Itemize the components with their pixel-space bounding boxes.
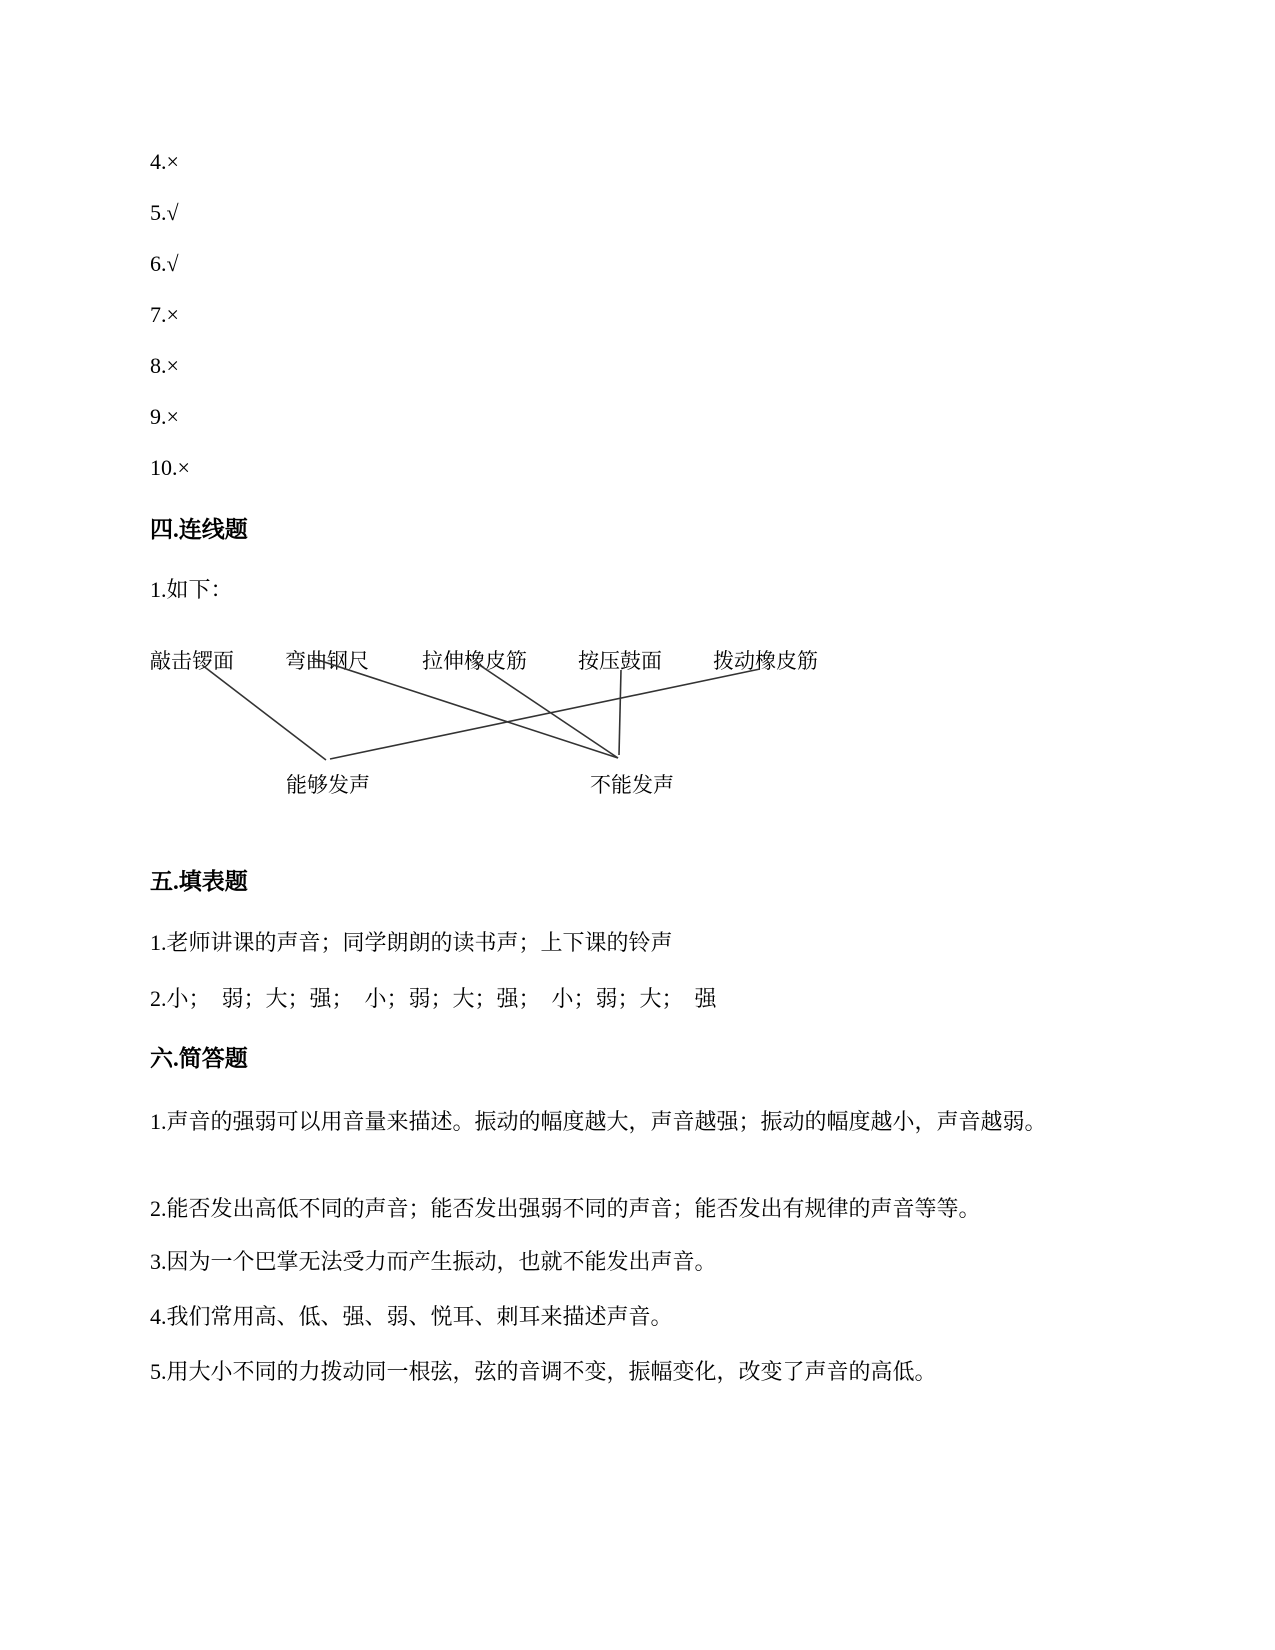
section5-heading: 五.填表题 bbox=[150, 869, 248, 894]
section6-answer-1: 1.声音的强弱可以用音量来描述。振动的幅度越大，声音越强；振动的幅度越小，声音越弱。 bbox=[150, 1109, 1047, 1134]
answer-5: 5.√ bbox=[150, 200, 179, 225]
connector-line bbox=[330, 669, 760, 759]
top-item-stretch-rubber-band: 拉伸橡皮筋 bbox=[422, 649, 527, 674]
connector-line bbox=[619, 670, 621, 755]
top-item-bend-ruler: 弯曲钢尺 bbox=[285, 649, 369, 674]
section5-answer-2: 2.小； 弱；大；强； 小；弱；大；强； 小；弱；大； 强 bbox=[150, 986, 717, 1011]
section5-answer-1: 1.老师讲课的声音；同学朗朗的读书声；上下课的铃声 bbox=[150, 930, 673, 955]
answer-6: 6.√ bbox=[150, 251, 179, 276]
section4-q1: 1.如下： bbox=[150, 577, 233, 602]
answer-10: 10.× bbox=[150, 455, 190, 480]
bottom-item-cannot-sound: 不能发声 bbox=[590, 773, 674, 798]
matching-diagram bbox=[140, 645, 900, 855]
connector-line bbox=[202, 665, 326, 760]
connector-line bbox=[475, 662, 618, 758]
answer-4: 4.× bbox=[150, 149, 179, 174]
answer-9: 9.× bbox=[150, 404, 179, 429]
section6-answer-5: 5.用大小不同的力拨动同一根弦，弦的音调不变，振幅变化，改变了声音的高低。 bbox=[150, 1359, 937, 1384]
top-item-strike-gong: 敲击锣面 bbox=[150, 649, 234, 674]
top-item-press-drum: 按压鼓面 bbox=[578, 649, 662, 674]
section6-answer-3: 3.因为一个巴掌无法受力而产生振动，也就不能发出声音。 bbox=[150, 1249, 717, 1274]
section6-answer-2: 2.能否发出高低不同的声音；能否发出强弱不同的声音；能否发出有规律的声音等等。 bbox=[150, 1196, 981, 1221]
answer-8: 8.× bbox=[150, 353, 179, 378]
section6-heading: 六.简答题 bbox=[150, 1046, 248, 1071]
section6-answer-4: 4.我们常用高、低、强、弱、悦耳、刺耳来描述声音。 bbox=[150, 1304, 673, 1329]
bottom-item-can-sound: 能够发声 bbox=[286, 773, 370, 798]
top-item-pluck-rubber-band: 拨动橡皮筋 bbox=[713, 649, 818, 674]
answer-7: 7.× bbox=[150, 302, 179, 327]
section4-heading: 四.连线题 bbox=[150, 517, 248, 542]
